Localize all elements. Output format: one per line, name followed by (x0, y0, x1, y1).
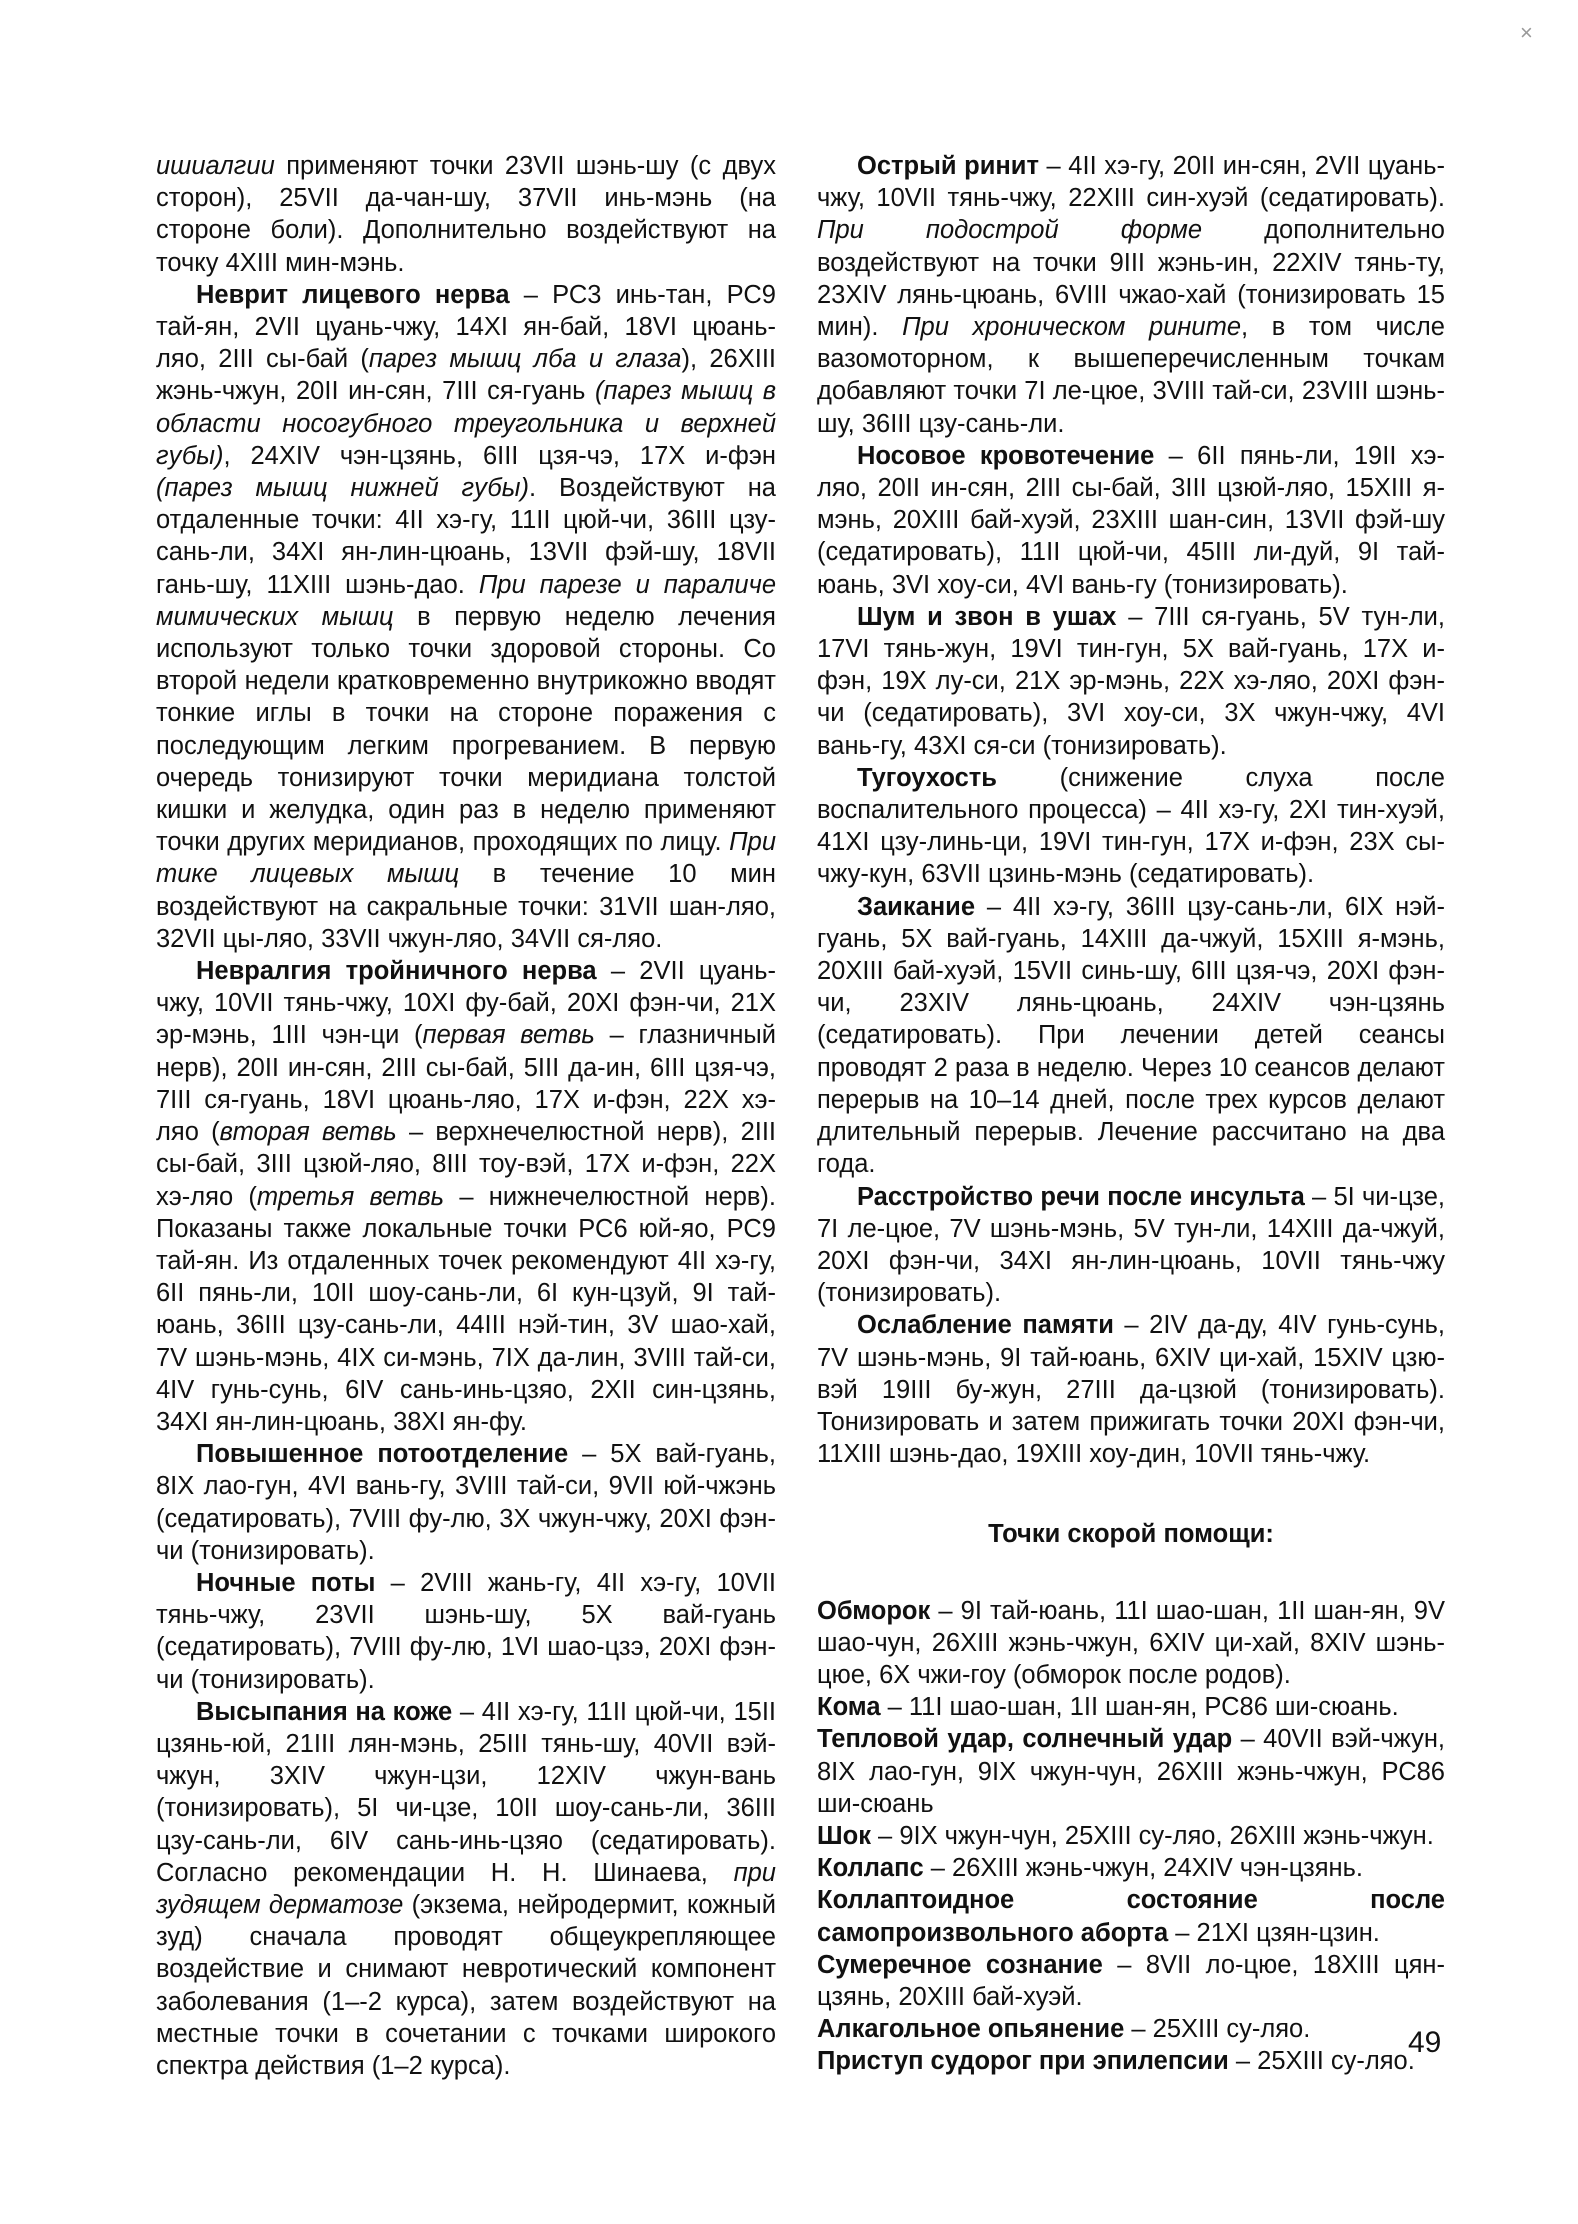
emphasis: (парез мышц в области носогубного треугольника и верхней губы) (156, 377, 776, 470)
right-column (817, 150, 1445, 2078)
term: Неврит лицевого нерва (196, 280, 510, 309)
emphasis: парез мышц лба и глаза (368, 345, 682, 374)
emphasis: При хроническом рините (902, 313, 1242, 342)
text-run: (экзема, нейродермит, кожный зуд) сначала проводят общеукрепляющее воздействие и снимают невротический компонент заболевания (1–-2 курса), затем воздействуют на местные точки в сочетании с точками широкого спектра действия (1–2 курса). (156, 1890, 776, 2080)
text-run: (снижение слуха после воспалительного процесса) – 4II хэ-гу, 2XI тин-хуэй, 41XI цзу-линь-ци, 19VI тин-гун, 17X и-фэн, 23X сы-чжу-кун, 63VII цзинь-мэнь (седатировать). (817, 763, 1445, 889)
paragraph (817, 1309, 1445, 1470)
paragraph (817, 1820, 1445, 1852)
emphasis: (парез мышц нижней губы) (156, 474, 530, 503)
paragraph (156, 955, 776, 1438)
term: Тепловой удар, солнечный удар (817, 1725, 1233, 1754)
paragraph (156, 279, 776, 955)
text-run: – 4II хэ-гу, 20II ин-сян, 2VII цуань-чжу, 10VII тянь-чжу, 22XIII син-хуэй (седатировать). (817, 152, 1445, 213)
emphasis: При парезе и параличе мимических мышц (156, 570, 776, 631)
term: Невралгия тройничного нерва (196, 957, 597, 986)
text-run: – 40VII вэй-чжун, 8IX лао-гун, 9IX чжун-чун, 26XIII жэнь-чжун, РС86 ши-сюань (817, 1725, 1445, 1818)
text-run: – 5X вай-гуань, 8IX лао-гун, 4VI вань-гу, 3VIII тай-си, 9VII юй-чжэнь (седатировать), 7VIII фу-лю, 3X чжун-чжу, 20XI фэн-чи (тонизировать). (156, 1440, 776, 1565)
paragraph (817, 2013, 1445, 2045)
term: Шум и звон в ушах (857, 602, 1117, 631)
term: Коллапс (817, 1854, 924, 1883)
term: Тугоухость (857, 763, 997, 792)
paragraph (817, 1949, 1445, 2013)
emphasis: ишиалгии (156, 152, 275, 180)
emphasis: первая ветвь (422, 1021, 595, 1050)
text-run: – нижнечелюстной нерв). Показаны также локальные точки РС6 юй-яо, РС9 тай-ян. Из отдаленных точек рекомендуют 4II хэ-гу, 6II пянь-ли, 10II шоу-сань-ли, 6I кун-цзуй, 9I тай-юань, 36III цзу-сань-ли, 44III нэй-тин, 3V шао-хай, 7V шэнь-мэнь, 4IX си-мэнь, 7IX да-лин, 3VIII тай-си, 4IV гунь-сунь, 6IV сань-инь-цзяо, 2XII син-цзянь, 34XI ян-лин-цюань, 38XI ян-фу. (156, 1182, 777, 1436)
text-run: применяют точки 23VII шэнь-шу (с двух сторон), 25VII да-чан-шу, 37VII инь-мэнь (на стороне боли). Дополнительно воздействуют на точку 4XIII мин-мэнь. (156, 152, 776, 277)
text-run: – 9I тай-юань, 11I шао-шан, 1II шан-ян, 9V шао-чун, 26XIII жэнь-чжун, 6XIV ци-хай, 8XIV шэнь-цюе, 6X чжи-гоу (обморок после родов). (817, 1596, 1445, 1689)
paragraph (817, 440, 1445, 601)
page-number: 49 (1408, 2026, 1442, 2059)
term: Повышенное потоотделение (196, 1440, 569, 1469)
text-run: ), 26XIII жэнь-чжун, 20II ин-сян, 7III ся-гуань (156, 345, 776, 406)
emphasis: вторая ветвь (219, 1118, 397, 1147)
term: Ослабление памяти (857, 1311, 1114, 1340)
text-run: – 5I чи-цзе, 7I ле-цюе, 7V шэнь-мэнь, 5V тун-ли, 14XIII да-чжуй, 20XI фэн-чи, 34XI ян-лин-цюань, 10VII тянь-чжу (тонизировать). (817, 1182, 1446, 1308)
text-run: – 2VIII жань-гу, 4II хэ-гу, 10VII тянь-чжу, 23VII шэнь-шу, 5X вай-гуань (седатировать), 7VIII фу-лю, 1VI шао-цзэ, 20XI фэн-чи (тонизировать). (156, 1568, 777, 1694)
paragraph (817, 150, 1445, 440)
text-run: , 24XIV чэн-цзянь, 6III цзя-чэ, 17X и-фэн (223, 441, 776, 470)
paragraph (156, 1438, 776, 1567)
paragraph (817, 2045, 1445, 2077)
text-run: – РС3 инь-тан, РС9 тай-ян, 2VII цуань-чжу, 14XI ян-бай, 18VI цюань-ляо, 2III сы-бай ( (156, 280, 776, 374)
term: Приступ судорог при эпилепсии (817, 2047, 1229, 2076)
text-run: – 8VII ло-цюе, 18XIII цян-цзянь, 20XIII бай-хуэй. (817, 1950, 1445, 2011)
text-run: – 7III ся-гуань, 5V тун-ли, 17VI тянь-жун, 19VI тин-гун, 5X вай-гуань, 17X и-фэн, 19X лу-си, 21X эр-мэнь, 22X хэ-ляо, 20XI фэн-чи (седатировать), 3VI хоу-си, 3X чжун-чжу, 4VI вань-гу, 43XI ся-си (тонизировать). (817, 602, 1445, 760)
text-run: в течение 10 мин воздействуют на сакральные точки: 31VII шан-ляо, 32VII цы-ляо, 33VII чжун-ляо, 34VII ся-ляо. (156, 860, 776, 953)
text-run: – 26XIII жэнь-чжун, 24XIV чэн-цзянь. (923, 1854, 1363, 1883)
emergency-list (817, 1595, 1445, 2078)
text-run: – 25XIII су-ляо. (1228, 2047, 1415, 2076)
text-run: – 2VII цуань-чжу, 10VII тянь-чжу, 10XI фу-бай, 20XI фэн-чи, 21X эр-мэнь, 1III чэн-ци ( (156, 957, 776, 1050)
paragraph (156, 1567, 776, 1696)
term: Коллаптоидное состояние после самопроизвольного аборта (817, 1886, 1445, 1947)
text-run: – 4II хэ-гу, 36III цзу-сань-ли, 6IX нэй-гуань, 5X вай-гуань, 14XIII да-чжуй, 15XIII я-мэнь, 20XIII бай-хуэй, 15VII синь-шу, 6III цзя-чэ, 20XI фэн-чи, 23XIV лянь-цюань, 24XIV чэн-цзянь (седатировать). При лечении детей сеансы проводят 2 раза в неделю. Через 10 сеансов делают перерыв на 10–14 дней, после трех курсов делают длительный перерыв. Лечение рассчитано на два года. (817, 892, 1445, 1179)
text-run: – глазничный нерв), 20II ин-сян, 2III сы-бай, 5III да-ин, 6III цзя-чэ, 7III ся-гуань, 18VI цюань-ляо, 17X и-фэн, 22X хэ-ляо ( (156, 1021, 776, 1147)
term: Алкагольное опьянение (817, 2015, 1125, 2044)
emergency-heading: Точки скорой помощи: (988, 1520, 1274, 1549)
term: Обморок (817, 1596, 931, 1625)
term: Высыпания на коже (196, 1697, 453, 1726)
right-main-text (817, 150, 1445, 1470)
emphasis: третья ветвь (256, 1182, 445, 1211)
text-run: . Воздействуют на отдаленные точки: 4II хэ-гу, 11II цюй-чи, 36III цзу-сань-ли, 34XI ян-лин-цюань, 13VII фэй-шу, 18VII гань-шу, 11XIII шэнь-дао. (156, 474, 776, 599)
paragraph (817, 891, 1445, 1181)
term: Сумеречное сознание (817, 1950, 1103, 1979)
text-run: , в том числе вазомоторном, к вышеперечисленным точкам добавляют точки 7I ле-цюе, 3VIII тай-си, 23VIII шэнь-шу, 36III цзу-сань-ли. (817, 313, 1445, 438)
paragraph (156, 1696, 776, 2082)
term: Кома (817, 1693, 881, 1722)
text-run: – 4II хэ-гу, 11II цюй-чи, 15II цзянь-юй, 21III лян-мэнь, 25III тянь-шу, 40VII вэй-чжун, 3XIV чжун-цзи, 12XIV чжун-вань (тонизировать), 5I чи-цзе, 10II шоу-сань-ли, 36III цзу-сань-ли, 6IV сань-инь-цзяо (седатировать). Согласно рекомендации Н. Н. Шинаева, (156, 1697, 776, 1887)
text-run: – 21XI цзян-цзин. (1168, 1918, 1380, 1947)
text-run: – 6II пянь-ли, 19II хэ-ляо, 20II ин-сян, 2III сы-бай, 3III цзюй-ляо, 15XIII я-мэнь, 20XIII бай-хуэй, 23XIII шан-син, 13VII фэй-шу (седатировать), 11II цюй-чи, 45III ли-дуй, 9I тай-юань, 3VI хоу-си, 4VI вань-гу (тонизировать). (817, 441, 1445, 599)
paragraph (817, 1852, 1445, 1884)
term: Ночные поты (196, 1568, 376, 1597)
text-run: дополнительно воздействуют на точки 9III жэнь-ин, 22XIV тянь-ту, 23XIV лянь-цюань, 6VIII чжао-хай (тонизировать 15 мин). (817, 216, 1445, 342)
scan-mark: × (1520, 20, 1533, 45)
text-run: – 2IV да-ду, 4IV гунь-сунь, 7V шэнь-мэнь, 9I тай-юань, 6XIV ци-хай, 15XIV цзю-вэй 19III бу-жун, 27III да-цзюй (тонизировать). Тонизировать и затем прижигать точки 20XI фэн-чи, 11XIII шэнь-дао, 19XIII хоу-дин, 10VII тянь-чжу. (817, 1311, 1445, 1469)
paragraph (817, 601, 1445, 762)
emphasis: При тике лицевых мышц (156, 828, 776, 889)
term: Заикание (857, 892, 976, 921)
paragraph (817, 762, 1445, 891)
text-run: – 11I шао-шан, 1II шан-ян, РС86 ши-сюань. (880, 1693, 1399, 1722)
paragraph (817, 1595, 1445, 1692)
text-run: – верхнечелюстной нерв), 2III сы-бай, 3III цзюй-ляо, 8III тоу-вэй, 17X и-фэн, 22X хэ-ляо ( (156, 1118, 777, 1211)
paragraph (817, 1884, 1445, 1948)
text-run: – 9IX чжун-чун, 25XIII су-ляо, 26XIII жэнь-чжун. (870, 1821, 1434, 1850)
text-run: – 25XIII су-ляо. (1124, 2015, 1311, 2044)
paragraph (817, 1181, 1445, 1310)
left-column (156, 150, 776, 2082)
text-run: в первую неделю лечения используют только точки здоровой стороны. Со второй недели кратковременно внутрикожно вводят тонкие иглы в точки на стороне поражения с последующим легким прогреванием. В первую очередь тонизируют точки меридиана толстой кишки и желудка, один раз в неделю применяют точки других меридианов, проходящих по лицу. (156, 602, 776, 857)
term: Носовое кровотечение (857, 441, 1155, 470)
paragraph (156, 150, 776, 279)
term: Расстройство речи после инсульта (857, 1182, 1305, 1211)
paragraph (817, 1691, 1445, 1723)
paragraph (817, 1723, 1445, 1820)
emphasis: При подострой форме (817, 216, 1203, 245)
term: Острый ринит (857, 152, 1039, 180)
term: Шок (817, 1821, 871, 1850)
emphasis: при зудящем дерматозе (156, 1858, 776, 1919)
